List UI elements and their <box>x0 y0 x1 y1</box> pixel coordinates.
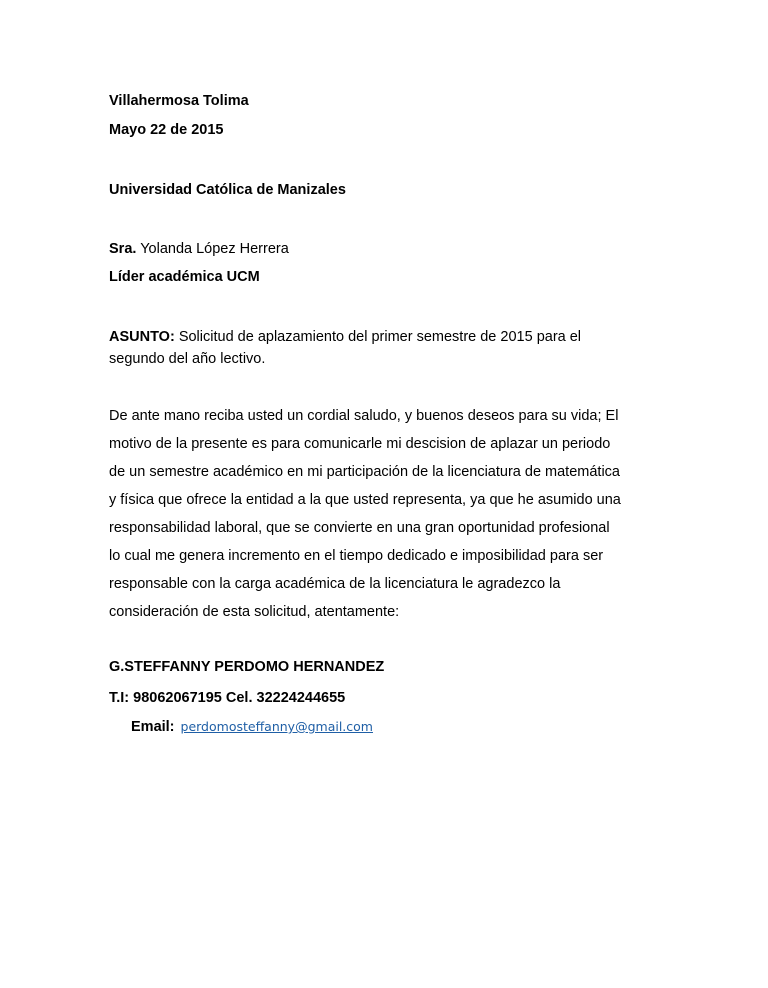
body-paragraph <box>109 407 649 631</box>
body-line: responsabilidad laboral, que se convierte en una gran oportunidad profesional <box>109 520 610 536</box>
subject-block <box>109 328 649 372</box>
body-line: consideración de esta solicitud, atentamente: <box>109 604 400 620</box>
body-line: responsable con la carga académica de la licenciatura le agradezco la <box>109 576 561 592</box>
body-line: motivo de la presente es para comunicarle mi descision de aplazar un periodo <box>109 436 611 452</box>
date-line: Mayo 22 de 2015 <box>109 122 224 138</box>
email-link[interactable]: perdomosteffanny@gmail.com <box>180 719 373 734</box>
signature-name: G.STEFFANNY PERDOMO HERNANDEZ <box>109 659 385 675</box>
body-line: lo cual me genera incremento en el tiempo dedicado e imposibilidad para ser <box>109 548 604 564</box>
institution-line: Universidad Católica de Manizales <box>109 182 346 198</box>
salutation-prefix: Sra. <box>109 241 137 257</box>
body-line: y física que ofrece la entidad a la que usted representa, ya que he asumido una <box>109 492 621 508</box>
signature-id-line: T.I: 98062067195 Cel. 32224244655 <box>109 690 346 706</box>
subject-line-2: segundo del año lectivo. <box>109 351 266 367</box>
subject-label: ASUNTO: <box>109 329 175 345</box>
body-line: De ante mano reciba usted un cordial saludo, y buenos deseos para su vida; El <box>109 408 619 424</box>
signature-email-line <box>131 718 373 736</box>
recipient-name-line <box>109 240 289 258</box>
place-line: Villahermosa Tolima <box>109 93 249 109</box>
recipient-name: Yolanda López Herrera <box>136 241 289 257</box>
email-label: Email: <box>131 719 175 735</box>
subject-text-1: Solicitud de aplazamiento del primer semestre de 2015 para el <box>174 329 582 345</box>
body-line: de un semestre académico en mi participación de la licenciatura de matemática <box>109 464 620 480</box>
subject-line-1 <box>109 328 649 350</box>
recipient-role-line: Líder académica UCM <box>109 269 260 285</box>
